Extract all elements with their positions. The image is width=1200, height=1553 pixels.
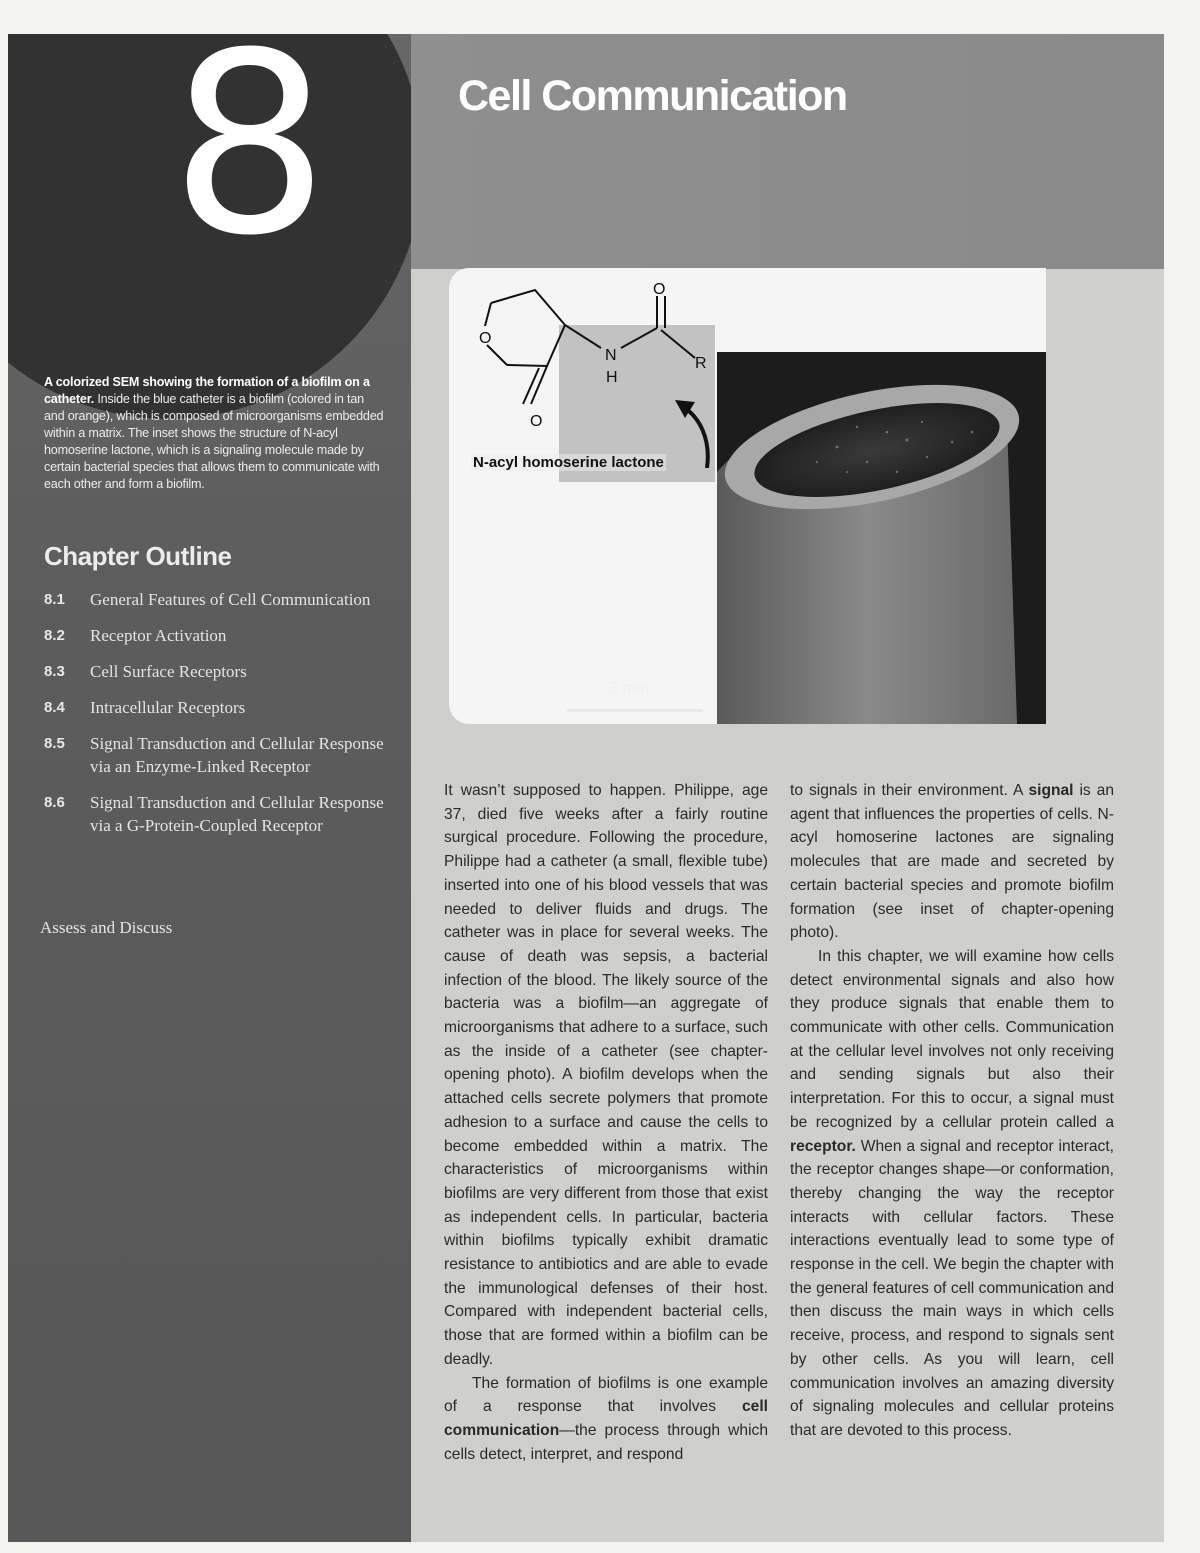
body-paragraph bbox=[790, 945, 1114, 1443]
atom-o-amide: O bbox=[653, 281, 666, 298]
text-run: The formation of biofilms is one example of a response that involves bbox=[444, 1374, 768, 1416]
outline-text: Signal Transduction and Cellular Response via a G-Protein-Coupled Receptor bbox=[90, 793, 384, 835]
key-term-receptor: receptor. bbox=[790, 1137, 856, 1155]
caption-bold: A colorized SEM showing the formation of a biofilm on a catheter. bbox=[44, 375, 370, 406]
figure-caption bbox=[44, 374, 384, 493]
scale-bar bbox=[567, 709, 703, 712]
outline-text: Signal Transduction and Cellular Response via an Enzyme-Linked Receptor bbox=[90, 734, 384, 776]
chapter-outline-title: Chapter Outline bbox=[44, 541, 232, 571]
chapter-title: Cell Communication bbox=[458, 72, 847, 120]
atom-o-carbonyl: O bbox=[530, 413, 543, 430]
body-column-2 bbox=[790, 779, 1114, 1443]
chapter-opening-figure bbox=[449, 268, 1046, 724]
assess-and-discuss: Assess and Discuss bbox=[40, 918, 173, 937]
outline-text: Intracellular Receptors bbox=[90, 698, 246, 717]
text-run: to signals in their environment. A bbox=[790, 782, 1029, 799]
body-paragraph bbox=[790, 779, 1114, 945]
outline-item bbox=[44, 732, 394, 778]
body-column-1 bbox=[444, 779, 768, 1466]
lactone-ring bbox=[491, 290, 565, 366]
outline-number: 8.4 bbox=[44, 699, 65, 716]
atom-h: H bbox=[606, 369, 618, 386]
outline-number: 8.3 bbox=[44, 663, 65, 680]
text-run: When a signal and receptor interact, the receptor changes shape—or conformation, thereby changing the way the receptor interacts with cellular factors. These interactions eventually lead to some type of response in the cell. We begin the chapter with the general features of cell communication and then discuss the main ways in which cells receive, process, and respond to signals sent by other cells. As you will learn, cell communication involves an amazing diversity of signaling molecules and cellular proteins that are devoted to this process. bbox=[790, 1137, 1114, 1439]
body-paragraph bbox=[444, 1372, 768, 1467]
atom-o-ring: O bbox=[479, 330, 492, 347]
scale-bar-label: 3 mm bbox=[609, 680, 649, 697]
text-run: In this chapter, we will examine how cells detect environmental signals and also how they produce signals that enable them to communicate with other cells. Communication at the cellular level involves not only receiving and sending signals but also their interpretation. For this to occur, a signal must be recognized by a cellular protein called a bbox=[790, 947, 1114, 1131]
outline-text: Cell Surface Receptors bbox=[90, 662, 247, 681]
chapter-outline-list bbox=[44, 588, 394, 850]
atom-r: R bbox=[695, 355, 707, 372]
molecule-label: N-acyl homoserine lactone bbox=[473, 454, 664, 471]
outline-text: Receptor Activation bbox=[90, 626, 227, 645]
outline-item bbox=[44, 696, 394, 719]
molecule-structure bbox=[449, 268, 779, 468]
pointer-arrow bbox=[685, 408, 708, 468]
caption-text: Inside the blue catheter is a biofilm (colored in tan and orange), which is composed of microorganisms embedded within a matrix. The inset shows the structure of N-acyl homoserine lactone, which is a signaling molecule made by certain bacterial species that allows them to communicate with each other and form a biofilm. bbox=[44, 392, 384, 491]
outline-number: 8.5 bbox=[44, 735, 65, 752]
key-term-cell-communication: cell communication bbox=[444, 1398, 768, 1439]
chapter-header-band bbox=[411, 34, 1164, 269]
outline-text: General Features of Cell Communication bbox=[90, 590, 371, 609]
outline-item bbox=[44, 624, 394, 647]
text-run: is an agent that influences the properties of cells. N-acyl homoserine lactones are signaling molecules that are made and secreted by certain bacterial species and promote biofilm formation (see inset of chapter-opening photo). bbox=[790, 782, 1114, 942]
text-run: —the process through which cells detect, interpret, and respond bbox=[444, 1421, 768, 1463]
outline-number: 8.1 bbox=[44, 591, 65, 608]
outline-item bbox=[44, 791, 394, 837]
chapter-number: 8 bbox=[170, 0, 330, 290]
key-term-signal: signal bbox=[1028, 782, 1074, 799]
outline-item bbox=[44, 660, 394, 683]
outline-number: 8.6 bbox=[44, 794, 65, 811]
atom-n: N bbox=[605, 347, 617, 364]
outline-number: 8.2 bbox=[44, 627, 65, 644]
outline-item bbox=[44, 588, 394, 611]
body-paragraph: It wasn’t supposed to happen. Philippe, age 37, died five weeks after a fairly routine surgical procedure. Following the procedure, Philippe had a catheter (a small, flexible tube) inserted into one of his blood vessels that was needed to deliver fluids and drugs. The catheter was in place for several weeks. The cause of death was sepsis, a bacterial infection of the blood. The likely source of the bacteria was a biofilm—an aggregate of microorganisms that adhere to a surface, such as the inside of a catheter (see chapter-opening photo). A biofilm develops when the attached cells secrete polymers that promote adhesion to a surface and cause the cells to become embedded within a matrix. The characteristics of microorganisms within biofilms are very different from those that exist as independent cells. In particular, bacteria within biofilms typically exhibit dramatic resistance to antibiotics and are able to evade the immunological defenses of their host. Compared with independent bacterial cells, those that are formed within a biofilm can be deadly. bbox=[444, 782, 768, 1368]
